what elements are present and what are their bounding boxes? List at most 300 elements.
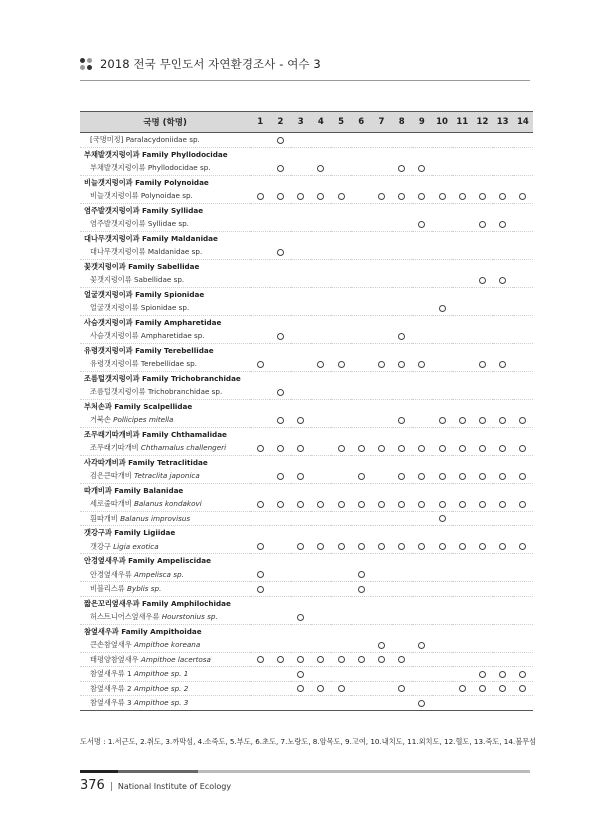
- occurrence-cell: [291, 638, 311, 652]
- occurrence-circle-icon: [277, 193, 284, 200]
- occurrence-cell: [291, 696, 311, 711]
- family-name: 부채발갯지렁이과 Family Phyllodocidae: [84, 149, 228, 159]
- occurrence-cell: [472, 161, 492, 175]
- occurrence-cell: [432, 638, 452, 652]
- occurrence-cell: [493, 441, 513, 455]
- occurrence-cell: [351, 511, 371, 526]
- occurrence-cell: [493, 189, 513, 203]
- occurrence-circle-icon: [499, 361, 506, 368]
- occurrence-circle-icon: [297, 501, 304, 508]
- column-header-island: 12: [472, 112, 492, 133]
- occurrence-cell: [351, 385, 371, 399]
- occurrence-cell: [513, 273, 533, 287]
- occurrence-cell: [412, 133, 432, 148]
- species-row: [80, 329, 533, 343]
- occurrence-circle-icon: [338, 685, 345, 692]
- occurrence-cell: [513, 161, 533, 175]
- occurrence-cell: [331, 638, 351, 652]
- occurrence-circle-icon: [338, 656, 345, 663]
- occurrence-cell: [270, 667, 290, 682]
- occurrence-cell: [291, 413, 311, 427]
- occurrence-circle-icon: [418, 361, 425, 368]
- species-scientific-name: Maldanidae sp.: [147, 247, 203, 256]
- occurrence-cell: [432, 681, 452, 696]
- species-scientific-name: Chthamalus challengeri: [140, 443, 227, 452]
- occurrence-cell: [493, 217, 513, 231]
- occurrence-cell: [250, 582, 270, 597]
- occurrence-circle-icon: [378, 642, 385, 649]
- occurrence-cell: [250, 413, 270, 427]
- occurrence-circle-icon: [398, 361, 405, 368]
- species-row: [80, 667, 533, 682]
- occurrence-cell: [513, 469, 533, 483]
- species-korean-name: 거북손: [90, 415, 111, 424]
- family-row: [80, 371, 533, 385]
- occurrence-cell: [270, 301, 290, 315]
- family-name: 조무래기따개비과 Family Chthamalidae: [84, 429, 227, 439]
- species-korean-name: 조무래기따개비: [90, 443, 139, 452]
- species-korean-name: 조름털갯지렁이류: [90, 387, 146, 396]
- occurrence-cell: [371, 638, 391, 652]
- column-header-island: 7: [371, 112, 391, 133]
- occurrence-cell: [472, 696, 492, 711]
- occurrence-cell: [371, 568, 391, 582]
- species-korean-name: 흰따개비: [90, 513, 118, 523]
- occurrence-cell: [432, 133, 452, 148]
- occurrence-cell: [472, 638, 492, 652]
- occurrence-cell: [331, 568, 351, 582]
- species-korean-name: 안경옆새우류: [90, 569, 132, 579]
- occurrence-cell: [392, 161, 412, 175]
- occurrence-cell: [270, 413, 290, 427]
- species-row: [80, 638, 533, 652]
- occurrence-cell: [270, 511, 290, 526]
- occurrence-cell: [351, 582, 371, 597]
- species-korean-name: 비블리스류: [90, 584, 125, 593]
- occurrence-cell: [412, 161, 432, 175]
- occurrence-cell: [392, 469, 412, 483]
- occurrence-circle-icon: [459, 417, 466, 424]
- species-scientific-name: Trichobranchidae sp.: [147, 387, 223, 396]
- occurrence-cell: [250, 189, 270, 203]
- occurrence-cell: [311, 540, 331, 554]
- occurrence-circle-icon: [418, 501, 425, 508]
- species-korean-name: 염주발갯지렁이류: [90, 219, 146, 228]
- species-name: [80, 245, 250, 259]
- occurrence-cell: [452, 441, 472, 455]
- occurrence-cell: [513, 133, 533, 148]
- occurrence-cell: [432, 610, 452, 624]
- occurrence-cell: [291, 189, 311, 203]
- family-name: 얼굴갯지렁이과 Family Spionidae: [84, 289, 205, 299]
- species-row: [80, 497, 533, 511]
- occurrence-circle-icon: [479, 445, 486, 452]
- occurrence-cell: [493, 582, 513, 597]
- occurrence-cell: [472, 610, 492, 624]
- occurrence-cell: [291, 540, 311, 554]
- occurrence-cell: [493, 133, 513, 148]
- family-row: [80, 343, 533, 357]
- species-row: [80, 511, 533, 526]
- species-name: [80, 681, 250, 696]
- family-name: 따개비과 Family Balanidae: [84, 485, 184, 495]
- occurrence-circle-icon: [257, 656, 264, 663]
- species-scientific-name: Sabellidae sp.: [133, 275, 185, 284]
- occurrence-circle-icon: [338, 361, 345, 368]
- occurrence-cell: [311, 568, 331, 582]
- occurrence-circle-icon: [277, 501, 284, 508]
- occurrence-circle-icon: [277, 137, 284, 144]
- occurrence-circle-icon: [479, 671, 486, 678]
- occurrence-cell: [331, 667, 351, 682]
- species-name: [80, 652, 250, 667]
- occurrence-cell: [472, 582, 492, 597]
- family-row: [80, 483, 533, 497]
- occurrence-circle-icon: [398, 417, 405, 424]
- species-scientific-name: Polynoidae sp.: [140, 191, 193, 200]
- occurrence-cell: [371, 301, 391, 315]
- species-scientific-name: Terebellidae sp.: [140, 359, 197, 368]
- species-korean-name: 허스트니어스옆새우류: [90, 612, 160, 621]
- occurrence-cell: [311, 413, 331, 427]
- occurrence-cell: [270, 652, 290, 667]
- occurrence-cell: [250, 133, 270, 148]
- occurrence-circle-icon: [418, 445, 425, 452]
- occurrence-cell: [452, 273, 472, 287]
- occurrence-cell: [250, 610, 270, 624]
- occurrence-cell: [513, 301, 533, 315]
- occurrence-cell: [371, 357, 391, 371]
- occurrence-cell: [452, 301, 472, 315]
- occurrence-cell: [331, 273, 351, 287]
- occurrence-circle-icon: [499, 685, 506, 692]
- occurrence-cell: [513, 497, 533, 511]
- occurrence-cell: [412, 441, 432, 455]
- occurrence-cell: [291, 301, 311, 315]
- occurrence-cell: [311, 497, 331, 511]
- occurrence-cell: [452, 652, 472, 667]
- footer-separator: |: [109, 782, 113, 792]
- occurrence-cell: [291, 610, 311, 624]
- occurrence-cell: [392, 610, 412, 624]
- column-header-island: 13: [493, 112, 513, 133]
- occurrence-cell: [371, 273, 391, 287]
- species-korean-name: 유령갯지렁이류: [90, 359, 139, 368]
- occurrence-cell: [432, 161, 452, 175]
- occurrence-cell: [432, 652, 452, 667]
- occurrence-cell: [513, 413, 533, 427]
- occurrence-cell: [472, 245, 492, 259]
- occurrence-cell: [472, 301, 492, 315]
- occurrence-cell: [452, 329, 472, 343]
- occurrence-cell: [371, 667, 391, 682]
- occurrence-cell: [270, 161, 290, 175]
- occurrence-cell: [270, 469, 290, 483]
- page-header: [80, 56, 580, 72]
- occurrence-cell: [493, 469, 513, 483]
- occurrence-cell: [392, 413, 412, 427]
- occurrence-cell: [331, 610, 351, 624]
- occurrence-cell: [351, 540, 371, 554]
- occurrence-circle-icon: [479, 193, 486, 200]
- occurrence-circle-icon: [317, 656, 324, 663]
- occurrence-cell: [311, 667, 331, 682]
- species-name: [80, 696, 250, 711]
- occurrence-cell: [250, 696, 270, 711]
- occurrence-cell: [371, 696, 391, 711]
- occurrence-cell: [513, 638, 533, 652]
- occurrence-cell: [432, 568, 452, 582]
- occurrence-circle-icon: [297, 685, 304, 692]
- species-name: [80, 497, 250, 511]
- occurrence-circle-icon: [479, 543, 486, 550]
- occurrence-cell: [452, 696, 472, 711]
- occurrence-cell: [311, 273, 331, 287]
- species-name: [80, 273, 250, 287]
- occurrence-cell: [432, 582, 452, 597]
- occurrence-cell: [412, 385, 432, 399]
- occurrence-cell: [250, 161, 270, 175]
- occurrence-cell: [432, 329, 452, 343]
- occurrence-cell: [432, 497, 452, 511]
- occurrence-circle-icon: [378, 361, 385, 368]
- occurrence-cell: [472, 357, 492, 371]
- species-scientific-name: Ligia exotica: [113, 541, 159, 551]
- occurrence-circle-icon: [317, 165, 324, 172]
- family-name: 비늘갯지렁이과 Family Polynoidae: [84, 177, 209, 187]
- family-row: [80, 259, 533, 273]
- species-scientific-name: Ampithoe koreana: [133, 640, 201, 649]
- occurrence-cell: [311, 357, 331, 371]
- occurrence-cell: [250, 469, 270, 483]
- institution-name: National Institute of Ecology: [117, 782, 232, 791]
- species-name: [80, 189, 250, 203]
- occurrence-circle-icon: [257, 586, 264, 593]
- occurrence-circle-icon: [418, 165, 425, 172]
- occurrence-cell: [311, 441, 331, 455]
- occurrence-circle-icon: [277, 473, 284, 480]
- occurrence-cell: [392, 273, 412, 287]
- occurrence-cell: [351, 568, 371, 582]
- occurrence-cell: [311, 638, 331, 652]
- occurrence-cell: [331, 497, 351, 511]
- occurrence-cell: [513, 568, 533, 582]
- family-name: 사각따개비과 Family Tetraclitidae: [84, 457, 208, 467]
- species-name: [80, 667, 250, 682]
- occurrence-circle-icon: [439, 515, 446, 522]
- occurrence-cell: [472, 511, 492, 526]
- occurrence-circle-icon: [479, 417, 486, 424]
- species-korean-name: 참옆새우류 1: [90, 669, 132, 678]
- occurrence-circle-icon: [297, 671, 304, 678]
- occurrence-cell: [250, 667, 270, 682]
- family-row: [80, 526, 533, 540]
- occurrence-cell: [270, 540, 290, 554]
- occurrence-cell: [270, 497, 290, 511]
- species-row: [80, 245, 533, 259]
- occurrence-cell: [392, 696, 412, 711]
- occurrence-cell: [392, 441, 412, 455]
- occurrence-cell: [311, 681, 331, 696]
- occurrence-cell: [351, 469, 371, 483]
- occurrence-circle-icon: [277, 656, 284, 663]
- occurrence-cell: [311, 217, 331, 231]
- occurrence-circle-icon: [358, 501, 365, 508]
- occurrence-cell: [250, 245, 270, 259]
- occurrence-cell: [472, 273, 492, 287]
- occurrence-circle-icon: [257, 543, 264, 550]
- occurrence-cell: [513, 511, 533, 526]
- table-body: [80, 133, 533, 711]
- family-row: [80, 455, 533, 469]
- occurrence-cell: [412, 469, 432, 483]
- occurrence-cell: [412, 273, 432, 287]
- occurrence-cell: [331, 329, 351, 343]
- occurrence-cell: [493, 511, 513, 526]
- occurrence-circle-icon: [499, 445, 506, 452]
- species-row: [80, 217, 533, 231]
- occurrence-cell: [513, 441, 533, 455]
- occurrence-cell: [412, 681, 432, 696]
- occurrence-cell: [291, 681, 311, 696]
- occurrence-circle-icon: [277, 249, 284, 256]
- occurrence-circle-icon: [297, 445, 304, 452]
- occurrence-cell: [513, 652, 533, 667]
- occurrence-cell: [250, 568, 270, 582]
- occurrence-cell: [311, 652, 331, 667]
- species-korean-name: 참옆새우류 3: [90, 698, 132, 707]
- occurrence-circle-icon: [398, 473, 405, 480]
- occurrence-circle-icon: [277, 333, 284, 340]
- occurrence-cell: [351, 667, 371, 682]
- occurrence-cell: [452, 161, 472, 175]
- island-legend: 도서명 : 1.서근도, 2.취도, 3.까막섬, 4.소죽도, 5.부도, 6.초도, 7.노랑도, 8.암목도, 9.고여, 10.내치도, 11.외치도, 12.혈도, 13.죽도, 14.불무섬: [80, 737, 537, 746]
- occurrence-cell: [432, 540, 452, 554]
- occurrence-circle-icon: [297, 656, 304, 663]
- occurrence-circle-icon: [257, 361, 264, 368]
- occurrence-circle-icon: [519, 685, 526, 692]
- occurrence-cell: [452, 357, 472, 371]
- occurrence-cell: [493, 357, 513, 371]
- occurrence-circle-icon: [317, 501, 324, 508]
- occurrence-cell: [412, 582, 432, 597]
- occurrence-circle-icon: [499, 193, 506, 200]
- header-divider: [80, 80, 530, 81]
- species-name: [80, 385, 250, 399]
- occurrence-cell: [513, 696, 533, 711]
- occurrence-cell: [432, 469, 452, 483]
- species-korean-name: 비늘갯지렁이류: [90, 191, 139, 200]
- occurrence-cell: [270, 638, 290, 652]
- occurrence-cell: [250, 301, 270, 315]
- species-korean-name: 꽃갯지렁이류: [90, 275, 132, 284]
- occurrence-circle-icon: [439, 543, 446, 550]
- occurrence-cell: [392, 667, 412, 682]
- occurrence-cell: [291, 582, 311, 597]
- occurrence-cell: [351, 497, 371, 511]
- occurrence-circle-icon: [277, 417, 284, 424]
- occurrence-cell: [351, 441, 371, 455]
- occurrence-cell: [493, 681, 513, 696]
- occurrence-cell: [452, 667, 472, 682]
- occurrence-cell: [270, 357, 290, 371]
- species-name: [80, 161, 250, 175]
- family-row: [80, 203, 533, 217]
- species-table-container: [80, 111, 533, 711]
- species-name: [80, 469, 250, 483]
- occurrence-cell: [513, 385, 533, 399]
- species-scientific-name: Byblis sp.: [127, 584, 162, 593]
- occurrence-cell: [331, 652, 351, 667]
- occurrence-cell: [392, 301, 412, 315]
- species-scientific-name: Spionidae sp.: [140, 303, 190, 312]
- species-table: [80, 111, 533, 711]
- occurrence-circle-icon: [378, 501, 385, 508]
- occurrence-cell: [392, 385, 412, 399]
- family-row: [80, 147, 533, 161]
- species-scientific-name: Syllidae sp.: [147, 219, 189, 228]
- occurrence-cell: [371, 610, 391, 624]
- occurrence-cell: [412, 696, 432, 711]
- occurrence-cell: [513, 610, 533, 624]
- column-header-island: 8: [392, 112, 412, 133]
- occurrence-circle-icon: [317, 685, 324, 692]
- occurrence-cell: [513, 540, 533, 554]
- occurrence-circle-icon: [338, 193, 345, 200]
- species-row: [80, 469, 533, 483]
- occurrence-cell: [371, 511, 391, 526]
- occurrence-cell: [513, 582, 533, 597]
- occurrence-cell: [270, 329, 290, 343]
- occurrence-cell: [513, 357, 533, 371]
- occurrence-circle-icon: [519, 193, 526, 200]
- species-row: [80, 385, 533, 399]
- species-name: [80, 441, 250, 455]
- occurrence-circle-icon: [459, 473, 466, 480]
- occurrence-circle-icon: [358, 571, 365, 578]
- occurrence-circle-icon: [519, 445, 526, 452]
- occurrence-cell: [452, 497, 472, 511]
- occurrence-circle-icon: [257, 501, 264, 508]
- occurrence-cell: [371, 329, 391, 343]
- occurrence-circle-icon: [499, 417, 506, 424]
- occurrence-cell: [412, 540, 432, 554]
- occurrence-cell: [351, 652, 371, 667]
- table-header-row: [80, 112, 533, 133]
- occurrence-cell: [452, 638, 472, 652]
- occurrence-cell: [311, 245, 331, 259]
- occurrence-circle-icon: [499, 473, 506, 480]
- species-row: [80, 301, 533, 315]
- family-name: 짧은꼬리옆새우과 Family Amphilochidae: [84, 598, 231, 608]
- occurrence-circle-icon: [317, 193, 324, 200]
- occurrence-circle-icon: [398, 656, 405, 663]
- occurrence-cell: [331, 385, 351, 399]
- occurrence-cell: [351, 217, 371, 231]
- occurrence-cell: [432, 385, 452, 399]
- occurrence-circle-icon: [499, 501, 506, 508]
- occurrence-cell: [513, 681, 533, 696]
- occurrence-cell: [472, 469, 492, 483]
- occurrence-cell: [311, 469, 331, 483]
- occurrence-cell: [331, 511, 351, 526]
- species-scientific-name: Ampithoe sp. 1: [133, 669, 189, 678]
- occurrence-cell: [412, 245, 432, 259]
- species-name: [80, 638, 250, 652]
- occurrence-cell: [351, 189, 371, 203]
- occurrence-circle-icon: [297, 417, 304, 424]
- occurrence-cell: [392, 568, 412, 582]
